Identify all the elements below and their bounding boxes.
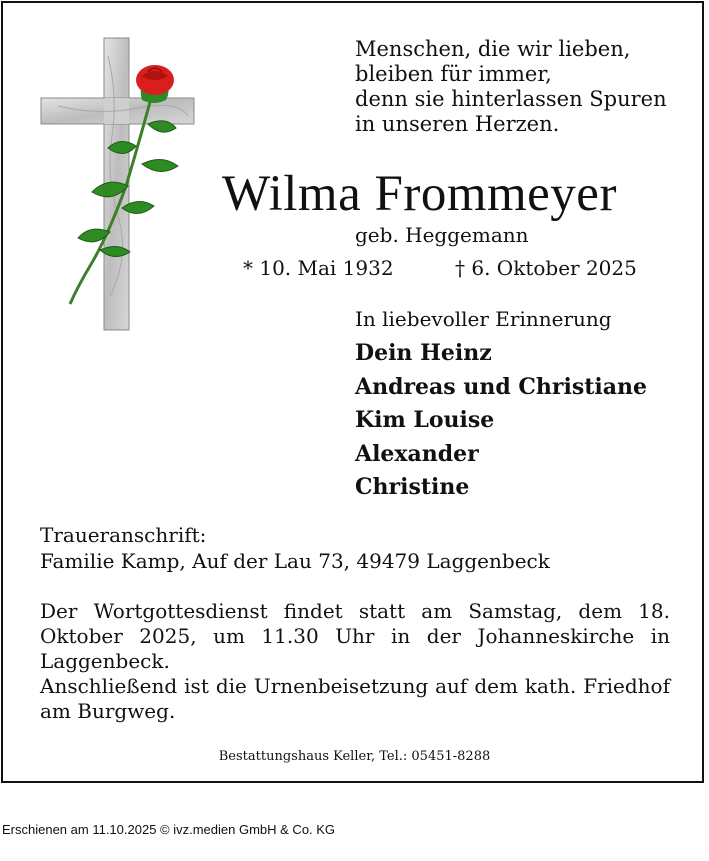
verse-line: in unseren Herzen. — [355, 112, 560, 136]
verse-line: bleiben für immer, — [355, 62, 552, 86]
mourner-name: Andreas und Christiane — [355, 373, 647, 400]
publication-footer: Erschienen am 11.10.2025 © ivz.medien GmbH & Co. KG — [2, 822, 336, 837]
burial-paragraph: Anschließend ist die Urnenbeisetzung auf dem kath. Friedhof am Burgweg. — [40, 674, 670, 723]
deceased-name: Wilma Frommeyer — [222, 166, 617, 222]
verse — [355, 37, 667, 137]
death-date: † 6. Oktober 2025 — [455, 256, 637, 280]
service-info — [40, 599, 670, 724]
mourner-name: Christine — [355, 474, 470, 500]
address-text: Familie Kamp, Auf der Lau 73, 49479 Laggenbeck — [40, 549, 550, 573]
mourner-list — [355, 337, 647, 505]
mourner-name: Dein Heinz — [355, 340, 492, 366]
cross-with-rose-icon — [38, 36, 198, 332]
mourner-name: Alexander — [355, 440, 479, 467]
service-paragraph: Der Wortgottesdienst findet statt am Samstag, dem 18. Oktober 2025, um 11.30 Uhr in der Johanneskirche in Laggenbeck. — [40, 599, 670, 673]
mourner-name: Kim Louise — [355, 407, 495, 433]
verse-line: denn sie hinterlassen Spuren — [355, 87, 667, 111]
verse-line: Menschen, die wir lieben, — [355, 37, 631, 61]
undertaker-info: Bestattungshaus Keller, Tel.: 05451-8288 — [218, 749, 491, 764]
birth-date: * 10. Mai 1932 — [243, 256, 394, 280]
address-label: Traueranschrift: — [40, 523, 207, 547]
remembrance-intro: In liebevoller Erinnerung — [355, 307, 612, 331]
maiden-name: geb. Heggemann — [355, 223, 529, 247]
